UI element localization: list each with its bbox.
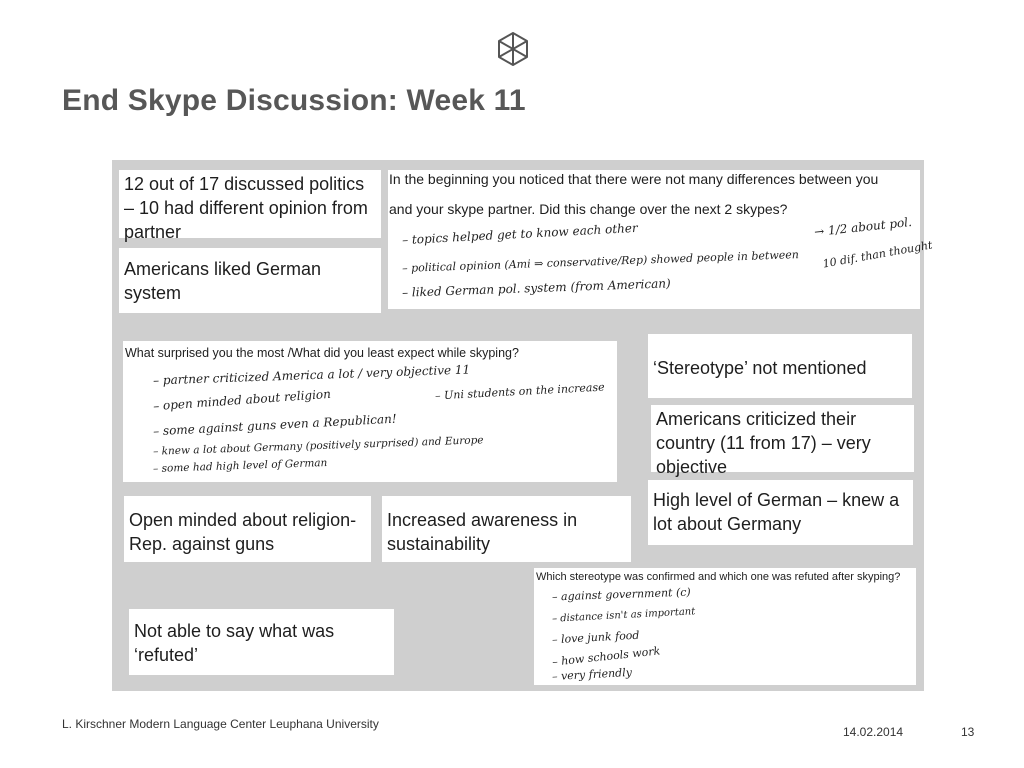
- criticized-note-text: Americans criticized their country (11 from 17) – very objective: [656, 409, 871, 477]
- handwritten-note: – knew a lot about Germany (positively surprised) and Europe: [152, 434, 484, 458]
- page-number: 13: [961, 725, 975, 739]
- high-level-german-note-card: [648, 480, 913, 545]
- refuted-note-text: Not able to say what was ‘refuted’: [134, 621, 335, 665]
- awareness-note-card: [382, 496, 631, 562]
- german-system-note-text: Americans liked German system: [124, 259, 322, 303]
- scan-question: What surprised you the most /What did you least expect while skyping?: [125, 346, 519, 360]
- religion-note-card: [124, 496, 371, 562]
- handwritten-note: – partner criticized America a lot / very objective 11: [152, 362, 471, 388]
- handwritten-side-note: → 1/2 about pol.: [813, 214, 913, 240]
- stereotype-note-text: ‘Stereotype’ not mentioned: [653, 358, 867, 378]
- criticized-note-card: [651, 405, 914, 477]
- cube-wireframe-icon: [495, 31, 531, 67]
- footer-credit: L. Kirschner Modern Language Center Leuphana University: [62, 717, 379, 731]
- awareness-note-text: Increased awareness in sustainability: [387, 510, 578, 554]
- handwritten-side-note: – Uni students on the increase: [434, 380, 605, 403]
- scan-change-over-skypes: [388, 170, 934, 309]
- scan-question-line-1: In the beginning you noticed that there were not many differences between you: [389, 171, 879, 187]
- politics-note-card: [119, 170, 381, 242]
- handwritten-side-note: 10 dif. than thought: [821, 238, 934, 271]
- scan-stereotype-confirmed: [534, 568, 916, 685]
- handwritten-note: – open minded about religion: [152, 386, 332, 414]
- religion-note-text: Open minded about religion- Rep. against guns: [129, 510, 357, 554]
- handwritten-note: – liked German pol. system (from American): [401, 276, 671, 300]
- high-level-german-note-text: High level of German – knew a lot about Germany: [653, 490, 900, 534]
- discussion-board: [112, 160, 934, 691]
- scan-surprised-most: [123, 341, 617, 482]
- handwritten-note: – some had high level of German: [152, 456, 328, 476]
- handwritten-note: – how schools work: [551, 644, 661, 669]
- stereotype-note-card: [648, 334, 912, 398]
- page-title: End Skype Discussion: Week 11: [62, 84, 526, 117]
- politics-note-text: 12 out of 17 discussed politics – 10 had different opinion from partner: [124, 174, 368, 242]
- footer-date: 14.02.2014: [843, 725, 904, 739]
- handwritten-note: – very friendly: [551, 665, 633, 684]
- handwritten-note: – against government (c): [551, 585, 691, 604]
- scan-question-line-2: and your skype partner. Did this change over the next 2 skypes?: [389, 201, 788, 217]
- german-system-note-card: [119, 248, 381, 313]
- handwritten-note: – some against guns even a Republican!: [152, 411, 397, 439]
- scan-question: Which stereotype was confirmed and which one was refuted after skyping?: [536, 571, 901, 583]
- handwritten-note: – love junk food: [551, 628, 640, 647]
- refuted-note-card: [129, 609, 394, 675]
- handwritten-note: – political opinion (Ami ⇒ conservative/Rep) showed people in between: [401, 248, 800, 275]
- handwritten-note: – distance isn't as important: [551, 606, 696, 625]
- handwritten-note: – topics helped get to know each other: [401, 220, 638, 248]
